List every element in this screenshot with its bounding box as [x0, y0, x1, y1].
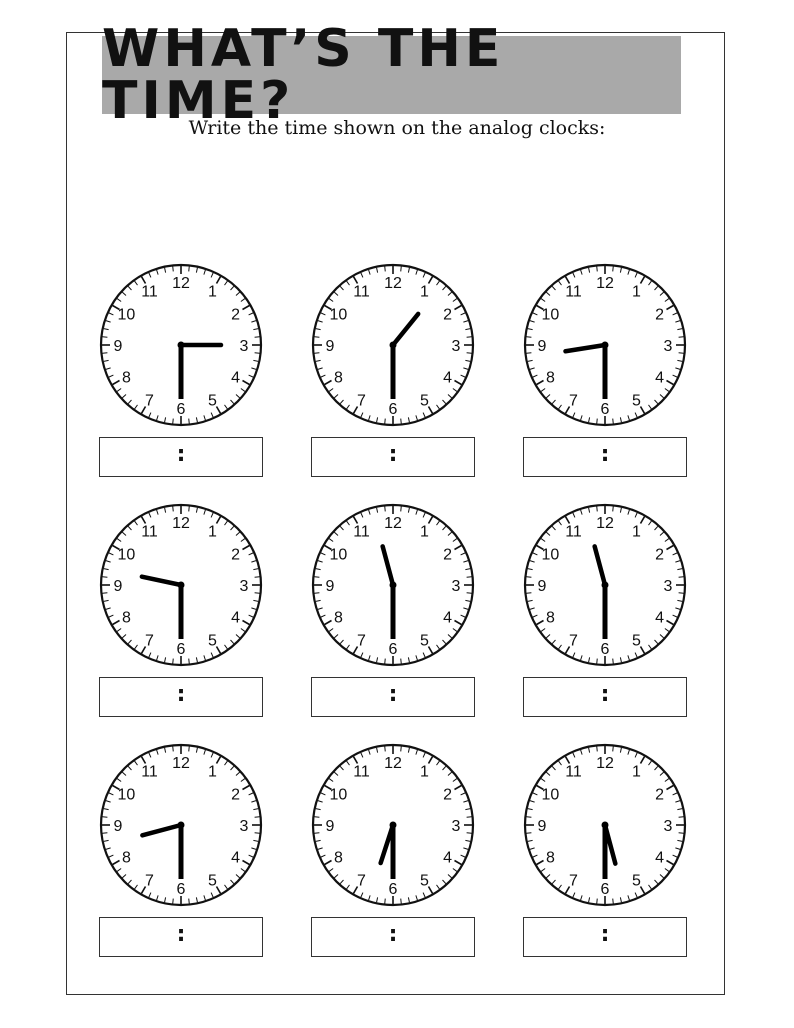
time-answer-box[interactable] — [99, 677, 263, 717]
minute-tick — [385, 659, 386, 664]
clock-number: 9 — [537, 578, 547, 595]
minute-tick — [102, 593, 107, 594]
minute-tick — [173, 659, 174, 664]
clock-number: 11 — [565, 763, 582, 781]
minute-tick — [613, 659, 614, 664]
clock-number: 8 — [121, 609, 131, 627]
clock-number: 6 — [388, 401, 398, 418]
minute-tick — [467, 593, 472, 594]
minute-tick — [255, 593, 260, 594]
analog-clock — [520, 740, 690, 910]
minute-tick — [314, 577, 319, 578]
clock-number: 10 — [117, 306, 136, 324]
clock-number: 8 — [545, 849, 555, 867]
minute-tick — [173, 899, 174, 904]
time-answer-box[interactable] — [523, 917, 687, 957]
clock-number: 5 — [632, 392, 641, 410]
minute-tick — [597, 659, 598, 664]
clock-center — [178, 582, 185, 589]
minute-tick — [679, 833, 684, 834]
clock-number: 4 — [655, 369, 665, 387]
clock-number: 1 — [632, 763, 641, 781]
clock-number: 11 — [353, 763, 370, 781]
clock-number: 2 — [231, 546, 241, 564]
clock-number: 3 — [239, 338, 249, 355]
clock-number: 12 — [596, 755, 614, 772]
clock-number: 12 — [384, 515, 402, 532]
minute-tick — [189, 419, 190, 424]
time-answer-box[interactable] — [523, 437, 687, 477]
minute-tick — [189, 266, 190, 271]
answer-colon: : — [176, 682, 186, 707]
clock-center — [602, 822, 609, 829]
minute-tick — [526, 353, 531, 354]
minute-tick — [467, 817, 472, 818]
analog-clock — [308, 740, 478, 910]
clock-number: 2 — [655, 306, 665, 324]
answer-colon: : — [388, 682, 398, 707]
clock-number: 4 — [443, 849, 453, 867]
clock-center — [390, 582, 397, 589]
answer-colon: : — [388, 922, 398, 947]
clock-number: 3 — [239, 818, 249, 835]
minute-tick — [314, 353, 319, 354]
clock-number: 6 — [600, 881, 610, 898]
minute-tick — [526, 337, 531, 338]
time-answer-box[interactable] — [311, 917, 475, 957]
minute-tick — [385, 506, 386, 511]
minute-tick — [613, 266, 614, 271]
answer-colon: : — [388, 442, 398, 467]
clock-number: 8 — [333, 849, 343, 867]
clock-number: 6 — [176, 641, 186, 658]
clock-number: 8 — [545, 609, 555, 627]
clock-center — [178, 822, 185, 829]
clock-number: 10 — [541, 546, 560, 564]
clock-number: 11 — [141, 283, 158, 301]
clock-number: 1 — [208, 763, 217, 781]
minute-tick — [401, 659, 402, 664]
analog-clock — [96, 500, 266, 670]
minute-tick — [255, 833, 260, 834]
minute-tick — [679, 817, 684, 818]
clock-number: 4 — [443, 609, 453, 627]
clock-number: 2 — [443, 306, 453, 324]
analog-clock — [308, 260, 478, 430]
clock-number: 7 — [569, 872, 578, 890]
minute-tick — [189, 506, 190, 511]
analog-clock — [96, 260, 266, 430]
clock-number: 3 — [663, 578, 673, 595]
clock-number: 9 — [113, 818, 123, 835]
clock-number: 8 — [121, 369, 131, 387]
clock-number: 12 — [596, 515, 614, 532]
analog-clock — [308, 500, 478, 670]
minute-tick — [467, 353, 472, 354]
clock-center — [602, 582, 609, 589]
clock-number: 2 — [655, 546, 665, 564]
minute-tick — [526, 577, 531, 578]
clock-number: 10 — [117, 546, 136, 564]
clock-number: 7 — [145, 872, 154, 890]
minute-tick — [314, 593, 319, 594]
minute-tick — [597, 419, 598, 424]
clock-number: 3 — [451, 818, 461, 835]
clock-number: 9 — [113, 338, 123, 355]
clock-number: 7 — [145, 392, 154, 410]
clock-number: 5 — [632, 872, 641, 890]
clock-number: 5 — [208, 872, 217, 890]
minute-tick — [401, 899, 402, 904]
minute-tick — [613, 506, 614, 511]
answer-colon: : — [600, 682, 610, 707]
minute-tick — [467, 337, 472, 338]
clock-number: 10 — [329, 786, 348, 804]
minute-tick — [255, 577, 260, 578]
minute-tick — [597, 899, 598, 904]
minute-tick — [314, 817, 319, 818]
clock-center — [602, 342, 609, 349]
minute-tick — [679, 337, 684, 338]
minute-tick — [401, 746, 402, 751]
clock-number: 5 — [208, 392, 217, 410]
analog-clock — [520, 500, 690, 670]
minute-tick — [597, 506, 598, 511]
clock-number: 8 — [121, 849, 131, 867]
clock-number: 10 — [541, 306, 560, 324]
clock-number: 2 — [231, 306, 241, 324]
minute-tick — [597, 746, 598, 751]
answer-colon: : — [600, 922, 610, 947]
minute-tick — [526, 833, 531, 834]
clock-number: 9 — [113, 578, 123, 595]
clock-number: 5 — [420, 632, 429, 650]
minute-tick — [613, 746, 614, 751]
clock-number: 4 — [231, 369, 241, 387]
clock-number: 6 — [176, 401, 186, 418]
clock-number: 3 — [239, 578, 249, 595]
worksheet-title: WHAT’S THE TIME? — [102, 19, 505, 131]
clock-number: 2 — [443, 546, 453, 564]
clock-number: 2 — [655, 786, 665, 804]
minute-tick — [102, 337, 107, 338]
minute-tick — [401, 266, 402, 271]
clock-number: 5 — [420, 392, 429, 410]
clock-center — [390, 822, 397, 829]
minute-tick — [189, 659, 190, 664]
minute-tick — [314, 337, 319, 338]
clock-number: 5 — [420, 872, 429, 890]
clock-number: 4 — [655, 609, 665, 627]
clock-number: 11 — [353, 283, 370, 301]
minute-tick — [613, 899, 614, 904]
clock-number: 6 — [388, 641, 398, 658]
clock-number: 4 — [443, 369, 453, 387]
clock-center — [178, 342, 185, 349]
clock-number: 4 — [231, 609, 241, 627]
answer-colon: : — [176, 922, 186, 947]
minute-tick — [102, 817, 107, 818]
time-answer-box[interactable] — [523, 677, 687, 717]
clock-number: 6 — [600, 401, 610, 418]
clock-number: 6 — [600, 641, 610, 658]
minute-tick — [679, 353, 684, 354]
clock-number: 9 — [325, 818, 335, 835]
answer-colon: : — [600, 442, 610, 467]
clock-number: 11 — [141, 763, 158, 781]
clock-number: 12 — [384, 275, 402, 292]
minute-tick — [385, 266, 386, 271]
clock-number: 1 — [208, 523, 217, 541]
clock-number: 10 — [541, 786, 560, 804]
clock-number: 7 — [569, 392, 578, 410]
time-answer-box[interactable] — [99, 917, 263, 957]
clock-number: 11 — [353, 523, 370, 541]
minute-tick — [102, 577, 107, 578]
clock-number: 1 — [420, 523, 429, 541]
clock-number: 3 — [451, 578, 461, 595]
clock-number: 8 — [333, 609, 343, 627]
clock-number: 12 — [172, 515, 190, 532]
clock-number: 8 — [333, 369, 343, 387]
minute-tick — [526, 593, 531, 594]
minute-tick — [102, 833, 107, 834]
clock-number: 1 — [632, 523, 641, 541]
clock-number: 7 — [145, 632, 154, 650]
time-answer-box[interactable] — [311, 437, 475, 477]
analog-clock — [96, 740, 266, 910]
minute-tick — [597, 266, 598, 271]
clock-number: 10 — [117, 786, 136, 804]
clock-number: 9 — [325, 338, 335, 355]
clock-number: 7 — [357, 632, 366, 650]
minute-tick — [467, 577, 472, 578]
minute-tick — [401, 419, 402, 424]
minute-tick — [467, 833, 472, 834]
minute-tick — [679, 577, 684, 578]
clock-number: 10 — [329, 306, 348, 324]
clock-number: 2 — [443, 786, 453, 804]
clock-number: 7 — [357, 872, 366, 890]
clock-number: 3 — [663, 818, 673, 835]
minute-tick — [173, 506, 174, 511]
minute-tick — [173, 419, 174, 424]
minute-tick — [189, 899, 190, 904]
minute-tick — [102, 353, 107, 354]
clock-number: 4 — [231, 849, 241, 867]
clock-number: 3 — [663, 338, 673, 355]
clock-number: 1 — [420, 283, 429, 301]
clock-number: 3 — [451, 338, 461, 355]
clock-number: 9 — [537, 818, 547, 835]
answer-colon: : — [176, 442, 186, 467]
minute-tick — [385, 899, 386, 904]
clock-number: 1 — [632, 283, 641, 301]
clock-number: 11 — [565, 523, 582, 541]
clock-number: 6 — [388, 881, 398, 898]
clock-number: 2 — [231, 786, 241, 804]
minute-tick — [385, 746, 386, 751]
clock-number: 5 — [632, 632, 641, 650]
minute-tick — [173, 746, 174, 751]
clock-number: 7 — [357, 392, 366, 410]
clock-number: 5 — [208, 632, 217, 650]
minute-tick — [255, 817, 260, 818]
minute-tick — [679, 593, 684, 594]
minute-tick — [526, 817, 531, 818]
minute-tick — [401, 506, 402, 511]
clock-number: 12 — [596, 275, 614, 292]
clock-number: 12 — [384, 755, 402, 772]
minute-tick — [613, 419, 614, 424]
clock-number: 9 — [325, 578, 335, 595]
clock-number: 12 — [172, 275, 190, 292]
clock-number: 1 — [208, 283, 217, 301]
clock-number: 12 — [172, 755, 190, 772]
clock-number: 9 — [537, 338, 547, 355]
clock-number: 1 — [420, 763, 429, 781]
analog-clock — [520, 260, 690, 430]
clock-number: 8 — [545, 369, 555, 387]
minute-tick — [255, 337, 260, 338]
minute-tick — [255, 353, 260, 354]
time-answer-box[interactable] — [99, 437, 263, 477]
clock-center — [390, 342, 397, 349]
minute-tick — [385, 419, 386, 424]
instructions: Write the time shown on the analog clocks: — [188, 117, 606, 139]
clock-number: 4 — [655, 849, 665, 867]
clock-number: 11 — [565, 283, 582, 301]
clock-number: 10 — [329, 546, 348, 564]
clock-number: 6 — [176, 881, 186, 898]
clock-number: 11 — [141, 523, 158, 541]
minute-tick — [314, 833, 319, 834]
clock-number: 7 — [569, 632, 578, 650]
time-answer-box[interactable] — [311, 677, 475, 717]
minute-tick — [189, 746, 190, 751]
minute-tick — [173, 266, 174, 271]
